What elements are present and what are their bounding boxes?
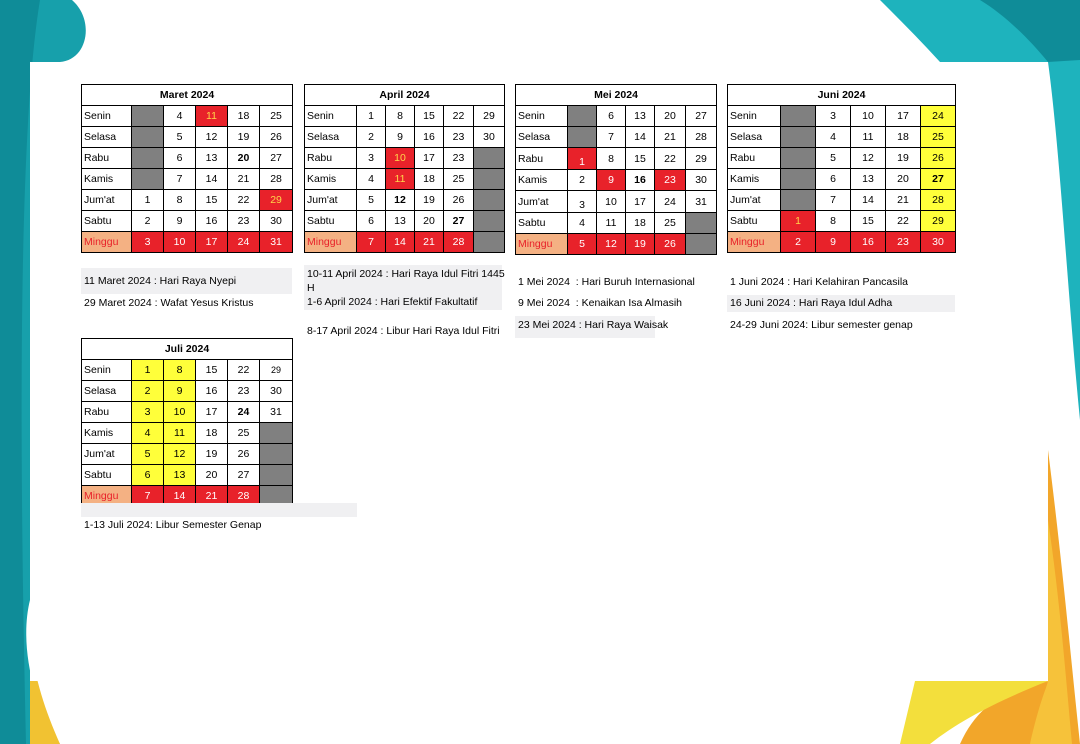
date-cell: 14 xyxy=(626,127,655,148)
weekday-label: Senin xyxy=(82,360,132,381)
holiday-date-cell: 28 xyxy=(444,232,474,253)
date-cell: 28 xyxy=(260,169,293,190)
empty-cell xyxy=(781,169,816,190)
weekday-label: Senin xyxy=(728,106,781,127)
date-cell: 30 xyxy=(260,381,293,402)
date-cell: 3 xyxy=(357,148,386,169)
calendar-row xyxy=(82,148,293,169)
calendar-row xyxy=(305,127,505,148)
date-cell: 6 xyxy=(164,148,196,169)
holiday-note: 11 Maret 2024 : Hari Raya Nyepi xyxy=(84,275,237,287)
calendar-row xyxy=(82,381,293,402)
date-cell: 29 xyxy=(260,360,293,381)
weekday-label-sunday: Minggu xyxy=(82,486,132,507)
calendar-row xyxy=(516,106,717,127)
date-cell: 15 xyxy=(626,148,655,170)
date-cell: 27 xyxy=(444,211,474,232)
holiday-date-cell: 24 xyxy=(228,232,260,253)
holiday-date-cell: 7 xyxy=(132,486,164,507)
calendar-row xyxy=(728,127,956,148)
date-cell: 25 xyxy=(228,423,260,444)
empty-cell xyxy=(474,148,505,169)
weekday-label: Sabtu xyxy=(82,465,132,486)
holiday-date-cell: 14 xyxy=(164,486,196,507)
holiday-date-cell: 19 xyxy=(626,234,655,255)
date-cell: 30 xyxy=(260,211,293,232)
holiday-date-cell: 2 xyxy=(781,232,816,253)
empty-cell xyxy=(474,232,505,253)
date-cell: 6 xyxy=(597,106,626,127)
holiday-date-cell: 31 xyxy=(260,232,293,253)
date-cell: 20 xyxy=(655,106,686,127)
break-date-cell: 13 xyxy=(164,465,196,486)
calendar-row xyxy=(82,211,293,232)
weekday-label: Jum'at xyxy=(82,190,132,211)
empty-cell xyxy=(260,423,293,444)
calendar-april-2024 xyxy=(304,84,505,253)
date-cell: 23 xyxy=(228,211,260,232)
empty-cell xyxy=(686,234,717,255)
date-cell: 25 xyxy=(260,106,293,127)
calendar-row xyxy=(82,423,293,444)
weekday-label: Rabu xyxy=(82,402,132,423)
date-cell: 18 xyxy=(415,169,444,190)
date-cell: 5 xyxy=(164,127,196,148)
date-cell: 15 xyxy=(415,106,444,127)
date-cell: 13 xyxy=(626,106,655,127)
holiday-date-cell: 9 xyxy=(597,170,626,191)
weekday-label: Rabu xyxy=(516,148,568,170)
date-cell: 14 xyxy=(196,169,228,190)
date-cell: 16 xyxy=(626,170,655,191)
holiday-date-cell: 10 xyxy=(386,148,415,169)
date-cell: 8 xyxy=(597,148,626,170)
weekday-label: Selasa xyxy=(82,127,132,148)
calendar-row xyxy=(82,106,293,127)
holiday-note: 16 Juni 2024 : Hari Raya Idul Adha xyxy=(730,297,893,309)
weekday-label: Sabtu xyxy=(82,211,132,232)
date-cell: 20 xyxy=(886,169,921,190)
date-cell: 12 xyxy=(386,190,415,211)
date-cell: 27 xyxy=(686,106,717,127)
break-date-cell: 28 xyxy=(921,190,956,211)
date-cell: 15 xyxy=(196,190,228,211)
break-date-cell: 27 xyxy=(921,169,956,190)
date-cell: 7 xyxy=(816,190,851,211)
date-cell: 29 xyxy=(474,106,505,127)
calendar-mei-2024 xyxy=(515,84,717,255)
break-date-cell: 4 xyxy=(132,423,164,444)
break-date-cell: 5 xyxy=(132,444,164,465)
date-cell: 25 xyxy=(444,169,474,190)
holiday-date-cell: 3 xyxy=(132,232,164,253)
date-cell: 25 xyxy=(655,213,686,234)
date-cell: 13 xyxy=(851,169,886,190)
date-cell: 16 xyxy=(415,127,444,148)
break-date-cell: 29 xyxy=(921,211,956,232)
month-title: Maret 2024 xyxy=(82,85,293,106)
holiday-note: 29 Maret 2024 : Wafat Yesus Kristus xyxy=(84,297,254,309)
calendar-row xyxy=(305,106,505,127)
date-cell: 19 xyxy=(228,127,260,148)
date-cell: 10 xyxy=(597,191,626,213)
date-cell: 15 xyxy=(851,211,886,232)
date-cell: 17 xyxy=(886,106,921,127)
date-cell: 16 xyxy=(196,381,228,402)
holiday-date-cell: 12 xyxy=(597,234,626,255)
empty-cell xyxy=(781,148,816,169)
calendar-row xyxy=(305,232,505,253)
date-cell: 28 xyxy=(686,127,717,148)
break-date-cell: 2 xyxy=(132,381,164,402)
holiday-date-cell: 26 xyxy=(655,234,686,255)
date-cell: 3 xyxy=(568,191,597,213)
date-cell: 30 xyxy=(686,170,717,191)
holiday-note: 1 Mei 2024 : Hari Buruh Internasional xyxy=(518,276,695,288)
break-date-cell: 8 xyxy=(164,360,196,381)
date-cell: 4 xyxy=(816,127,851,148)
calendar-row xyxy=(516,191,717,213)
date-cell: 11 xyxy=(851,127,886,148)
date-cell: 17 xyxy=(196,402,228,423)
date-cell: 6 xyxy=(357,211,386,232)
calendar-row xyxy=(82,402,293,423)
weekday-label: Senin xyxy=(516,106,568,127)
date-cell: 3 xyxy=(816,106,851,127)
date-cell: 7 xyxy=(597,127,626,148)
date-cell: 4 xyxy=(164,106,196,127)
calendar-row xyxy=(728,148,956,169)
date-cell: 13 xyxy=(196,148,228,169)
weekday-label: Jum'at xyxy=(305,190,357,211)
weekday-label: Senin xyxy=(82,106,132,127)
date-cell: 24 xyxy=(228,402,260,423)
calendar-row xyxy=(305,148,505,169)
weekday-label: Jum'at xyxy=(82,444,132,465)
weekday-label: Sabtu xyxy=(305,211,357,232)
calendar-row xyxy=(516,127,717,148)
calendar-row xyxy=(305,190,505,211)
holiday-date-cell: 14 xyxy=(386,232,415,253)
date-cell: 16 xyxy=(196,211,228,232)
empty-cell xyxy=(568,106,597,127)
calendar-row xyxy=(82,465,293,486)
date-cell: 1 xyxy=(132,190,164,211)
calendar-row xyxy=(516,148,717,170)
calendar-row xyxy=(305,169,505,190)
date-cell: 6 xyxy=(816,169,851,190)
date-cell: 12 xyxy=(851,148,886,169)
weekday-label: Rabu xyxy=(305,148,357,169)
weekday-label: Senin xyxy=(305,106,357,127)
empty-cell xyxy=(260,465,293,486)
date-cell: 8 xyxy=(386,106,415,127)
date-cell: 19 xyxy=(196,444,228,465)
empty-cell xyxy=(568,127,597,148)
date-cell: 5 xyxy=(357,190,386,211)
date-cell: 23 xyxy=(444,148,474,169)
calendar-row xyxy=(516,234,717,255)
date-cell: 1 xyxy=(357,106,386,127)
weekday-label: Kamis xyxy=(305,169,357,190)
break-date-cell: 24 xyxy=(921,106,956,127)
break-date-cell: 9 xyxy=(164,381,196,402)
date-cell: 5 xyxy=(816,148,851,169)
holiday-date-cell: 17 xyxy=(196,232,228,253)
date-cell: 18 xyxy=(196,423,228,444)
weekday-label-sunday: Minggu xyxy=(82,232,132,253)
date-cell: 9 xyxy=(386,127,415,148)
calendar-row xyxy=(516,213,717,234)
weekday-label: Kamis xyxy=(82,423,132,444)
date-cell: 26 xyxy=(260,127,293,148)
empty-cell xyxy=(474,190,505,211)
holiday-note: H xyxy=(307,282,315,294)
calendar-row xyxy=(82,190,293,211)
calendar-row xyxy=(728,232,956,253)
calendar-row xyxy=(82,444,293,465)
empty-cell xyxy=(781,106,816,127)
date-cell: 15 xyxy=(196,360,228,381)
calendar-row xyxy=(728,169,956,190)
calendar-row xyxy=(728,211,956,232)
calendar-row xyxy=(516,170,717,191)
weekday-label-sunday: Minggu xyxy=(728,232,781,253)
calendar-row xyxy=(305,211,505,232)
date-cell: 2 xyxy=(132,211,164,232)
weekday-label: Selasa xyxy=(82,381,132,402)
break-date-cell: 12 xyxy=(164,444,196,465)
date-cell: 22 xyxy=(228,360,260,381)
weekday-label: Kamis xyxy=(516,170,568,191)
calendar-row xyxy=(82,360,293,381)
empty-cell xyxy=(132,169,164,190)
holiday-date-cell: 23 xyxy=(886,232,921,253)
empty-cell xyxy=(781,190,816,211)
date-cell: 4 xyxy=(357,169,386,190)
date-cell: 4 xyxy=(568,213,597,234)
holiday-date-cell: 30 xyxy=(921,232,956,253)
weekday-label: Kamis xyxy=(82,169,132,190)
holiday-note: 1 Juni 2024 : Hari Kelahiran Pancasila xyxy=(730,276,909,288)
date-cell: 12 xyxy=(196,127,228,148)
empty-cell xyxy=(260,444,293,465)
holiday-date-cell: 11 xyxy=(196,106,228,127)
holiday-date-cell: 7 xyxy=(357,232,386,253)
weekday-label: Selasa xyxy=(516,127,568,148)
date-cell: 19 xyxy=(886,148,921,169)
date-cell: 21 xyxy=(886,190,921,211)
holiday-note: 10-11 April 2024 : Hari Raya Idul Fitri 1445 xyxy=(307,268,505,280)
date-cell: 10 xyxy=(851,106,886,127)
weekday-label: Jum'at xyxy=(728,190,781,211)
date-cell: 13 xyxy=(386,211,415,232)
holiday-date-cell: 21 xyxy=(196,486,228,507)
date-cell: 31 xyxy=(260,402,293,423)
date-cell: 18 xyxy=(626,213,655,234)
holiday-date-cell: 29 xyxy=(260,190,293,211)
date-cell: 8 xyxy=(816,211,851,232)
date-cell: 18 xyxy=(228,106,260,127)
month-title: April 2024 xyxy=(305,85,505,106)
calendar-juni-2024 xyxy=(727,84,956,253)
date-cell: 24 xyxy=(655,191,686,213)
date-cell: 31 xyxy=(686,191,717,213)
date-cell: 29 xyxy=(686,148,717,170)
break-date-cell: 6 xyxy=(132,465,164,486)
date-cell: 23 xyxy=(228,381,260,402)
calendar-row xyxy=(728,190,956,211)
weekday-label: Jum'at xyxy=(516,191,568,213)
date-cell: 26 xyxy=(228,444,260,465)
date-cell: 2 xyxy=(357,127,386,148)
date-cell: 22 xyxy=(655,148,686,170)
holiday-date-cell: 21 xyxy=(415,232,444,253)
date-cell: 30 xyxy=(474,127,505,148)
break-date-cell: 1 xyxy=(132,360,164,381)
date-cell: 22 xyxy=(228,190,260,211)
holiday-date-cell: 9 xyxy=(816,232,851,253)
date-cell: 11 xyxy=(597,213,626,234)
weekday-label: Rabu xyxy=(728,148,781,169)
month-title: Mei 2024 xyxy=(516,85,717,106)
calendar-row xyxy=(82,169,293,190)
empty-cell xyxy=(781,127,816,148)
date-cell: 17 xyxy=(626,191,655,213)
holiday-note: 23 Mei 2024 : Hari Raya Waisak xyxy=(518,319,669,331)
date-cell: 27 xyxy=(260,148,293,169)
date-cell: 17 xyxy=(415,148,444,169)
date-cell: 27 xyxy=(228,465,260,486)
holiday-note: 9 Mei 2024 : Kenaikan Isa Almasih xyxy=(518,297,683,309)
holiday-note: 24-29 Juni 2024: Libur semester genap xyxy=(730,319,913,331)
holiday-date-cell: 1 xyxy=(568,148,597,170)
date-cell: 21 xyxy=(655,127,686,148)
date-cell: 14 xyxy=(851,190,886,211)
date-cell: 23 xyxy=(444,127,474,148)
holiday-date-cell: 11 xyxy=(386,169,415,190)
month-title: Juni 2024 xyxy=(728,85,956,106)
empty-cell xyxy=(474,169,505,190)
weekday-label: Rabu xyxy=(82,148,132,169)
calendar-row xyxy=(728,106,956,127)
empty-cell xyxy=(474,211,505,232)
empty-cell xyxy=(132,127,164,148)
holiday-date-cell: 23 xyxy=(655,170,686,191)
date-cell: 22 xyxy=(886,211,921,232)
weekday-label: Sabtu xyxy=(516,213,568,234)
date-cell: 18 xyxy=(886,127,921,148)
date-cell: 8 xyxy=(164,190,196,211)
weekday-label-sunday: Minggu xyxy=(305,232,357,253)
break-date-cell: 10 xyxy=(164,402,196,423)
calendar-row xyxy=(82,127,293,148)
date-cell: 19 xyxy=(415,190,444,211)
date-cell: 20 xyxy=(196,465,228,486)
holiday-date-cell: 1 xyxy=(781,211,816,232)
weekday-label: Selasa xyxy=(305,127,357,148)
weekday-label: Sabtu xyxy=(728,211,781,232)
note-highlight xyxy=(81,503,357,517)
holiday-note: 8-17 April 2024 : Libur Hari Raya Idul Fitri xyxy=(307,325,500,337)
break-date-cell: 26 xyxy=(921,148,956,169)
date-cell: 26 xyxy=(444,190,474,211)
month-title: Juli 2024 xyxy=(82,339,293,360)
holiday-date-cell: 16 xyxy=(851,232,886,253)
holiday-note: 1-13 Juli 2024: Libur Semester Genap xyxy=(84,519,262,531)
calendar-maret-2024 xyxy=(81,84,293,253)
date-cell: 22 xyxy=(444,106,474,127)
empty-cell xyxy=(132,148,164,169)
calendar-row xyxy=(82,232,293,253)
date-cell: 2 xyxy=(568,170,597,191)
holiday-note: 1-6 April 2024 : Hari Efektif Fakultatif xyxy=(307,296,478,308)
date-cell: 9 xyxy=(164,211,196,232)
holiday-date-cell: 5 xyxy=(568,234,597,255)
calendar-juli-2024 xyxy=(81,338,293,507)
holiday-date-cell: 28 xyxy=(228,486,260,507)
weekday-label: Selasa xyxy=(728,127,781,148)
weekday-label-sunday: Minggu xyxy=(516,234,568,255)
weekday-label: Kamis xyxy=(728,169,781,190)
empty-cell xyxy=(686,213,717,234)
break-date-cell: 11 xyxy=(164,423,196,444)
date-cell: 21 xyxy=(228,169,260,190)
date-cell: 7 xyxy=(164,169,196,190)
holiday-date-cell: 10 xyxy=(164,232,196,253)
date-cell: 20 xyxy=(228,148,260,169)
break-date-cell: 25 xyxy=(921,127,956,148)
break-date-cell: 3 xyxy=(132,402,164,423)
empty-cell xyxy=(132,106,164,127)
date-cell: 20 xyxy=(415,211,444,232)
